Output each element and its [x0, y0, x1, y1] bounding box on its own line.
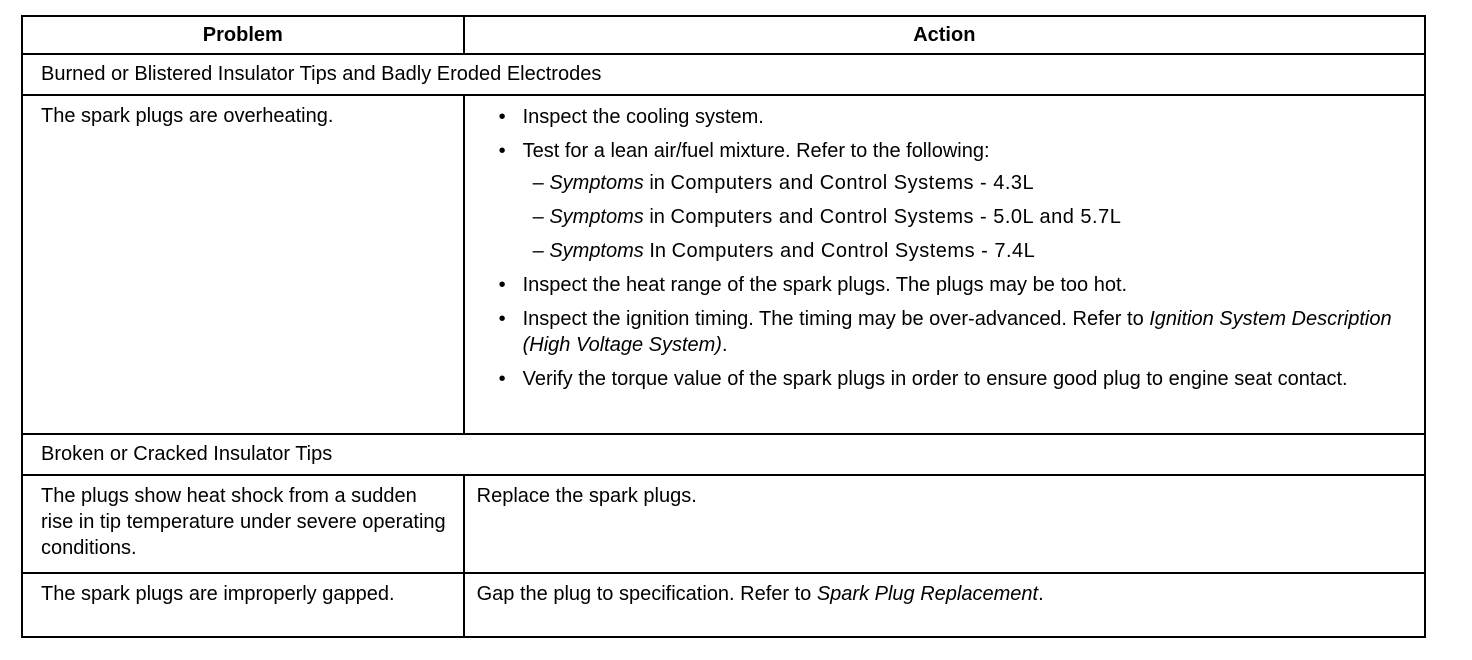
- bullet-icon: •: [498, 308, 506, 330]
- bullet-text: Inspect the ignition timing. The timing may be over-advanced. Refer to: [522, 308, 1150, 330]
- sub-list-item: [533, 238, 1416, 264]
- section-title-burned: Burned or Blistered Insulator Tips and Badly Eroded Electrodes: [22, 54, 1425, 95]
- dash: –: [532, 172, 544, 194]
- action-replace: Replace the spark plugs.: [464, 475, 1425, 573]
- sub-list-item: [533, 170, 1416, 196]
- reference-link[interactable]: Symptoms: [549, 240, 644, 262]
- bullet-icon: •: [498, 368, 506, 390]
- sub-mid: in: [643, 172, 671, 194]
- dash: –: [532, 240, 544, 262]
- list-item: [499, 104, 1416, 130]
- dash: –: [532, 206, 544, 228]
- sub-mid: In: [643, 240, 672, 262]
- bullet-icon: •: [498, 140, 506, 162]
- header-problem: Problem: [22, 16, 464, 54]
- list-item: [499, 272, 1416, 298]
- problem-gapped: The spark plugs are improperly gapped.: [22, 573, 464, 637]
- action-end: .: [1038, 583, 1044, 605]
- action-text: Gap the plug to specification. Refer to: [476, 583, 817, 605]
- list-item: [499, 306, 1416, 358]
- list-item: [499, 366, 1416, 392]
- bullet-icon: •: [498, 106, 506, 128]
- section-heading-row: [22, 434, 1425, 475]
- table-row: [22, 475, 1425, 573]
- action-gap: [464, 573, 1425, 637]
- reference-link[interactable]: Symptoms: [549, 172, 644, 194]
- action-bullet-list: [465, 96, 1424, 398]
- bullet-text: Inspect the heat range of the spark plugs. The plugs may be too hot.: [522, 274, 1128, 296]
- sub-list-item: [533, 204, 1416, 230]
- troubleshooting-table: [21, 15, 1426, 638]
- bullet-text: Verify the torque value of the spark plugs in order to ensure good plug to engine seat contact.: [522, 368, 1348, 390]
- reference-link[interactable]: Ignition System Description (High Voltage System): [522, 308, 1392, 356]
- sub-list: [523, 170, 1416, 264]
- sub-tail: Computers and Control Systems - 5.0L and 5.7L: [670, 206, 1122, 228]
- section-heading-row: [22, 54, 1425, 95]
- sub-mid: in: [643, 206, 671, 228]
- header-action: Action: [464, 16, 1425, 54]
- reference-link[interactable]: Spark Plug Replacement: [816, 583, 1039, 605]
- list-item: [499, 138, 1416, 264]
- sub-tail: Computers and Control Systems - 4.3L: [670, 172, 1035, 194]
- section-title-broken: Broken or Cracked Insulator Tips: [22, 434, 1425, 475]
- table-row: [22, 95, 1425, 434]
- problem-heat-shock: The plugs show heat shock from a sudden rise in tip temperature under severe operating conditions.: [22, 475, 464, 573]
- bullet-icon: •: [498, 274, 506, 296]
- sub-tail: Computers and Control Systems - 7.4L: [671, 240, 1036, 262]
- action-cell-overheating: [464, 95, 1425, 434]
- reference-link[interactable]: Symptoms: [549, 206, 644, 228]
- bullet-text: Inspect the cooling system.: [522, 106, 764, 128]
- problem-overheating: The spark plugs are overheating.: [22, 95, 464, 434]
- bullet-text: Test for a lean air/fuel mixture. Refer to the following:: [522, 140, 990, 162]
- bullet-end: .: [721, 334, 728, 356]
- header-row: [22, 16, 1425, 54]
- table-row: [22, 573, 1425, 637]
